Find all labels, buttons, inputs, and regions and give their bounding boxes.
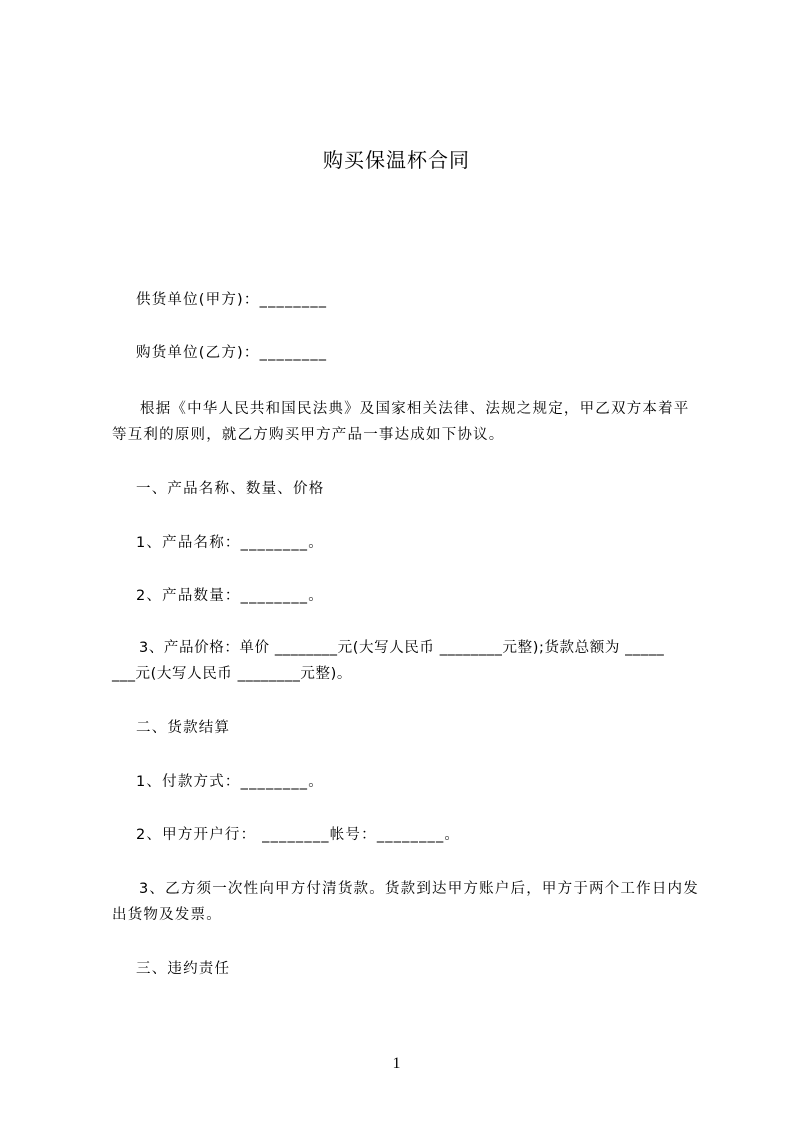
section-3-heading: 三、违约责任 [136,961,231,977]
product-price-line-2: ___元(大写人民币 ________元整)。 [112,666,352,682]
section-1-heading: 一、产品名称、数量、价格 [136,481,325,497]
preamble-line-2: 等互利的原则，就乙方购买甲方产品一事达成如下协议。 [112,427,505,443]
bank-account-line: 2、甲方开户行： ________帐号：________。 [136,827,461,843]
supplier-line: 供货单位(甲方)：________ [136,292,328,308]
product-quantity-line: 2、产品数量：________。 [136,588,324,604]
payment-terms-line-1: 3、乙方须一次性向甲方付清货款。货款到达甲方账户后，甲方于两个工作日内发 [139,881,699,897]
product-name-line: 1、产品名称：________。 [136,535,324,551]
product-price-line-1: 3、产品价格：单价 ________元(大写人民币 ________元整);货款总额为 _____ [139,640,665,656]
preamble-line-1: 根据《中华人民共和国民法典》及国家相关法律、法规之规定，甲乙双方本着平 [140,401,690,417]
section-2-heading: 二、货款结算 [136,720,231,736]
page-number: 1 [392,1055,401,1072]
buyer-line: 购货单位(乙方)：________ [136,345,328,361]
payment-method-line: 1、付款方式：________。 [136,774,324,790]
document-title: 购买保温杯合同 [323,148,470,172]
payment-terms-line-2: 出货物及发票。 [112,907,222,923]
